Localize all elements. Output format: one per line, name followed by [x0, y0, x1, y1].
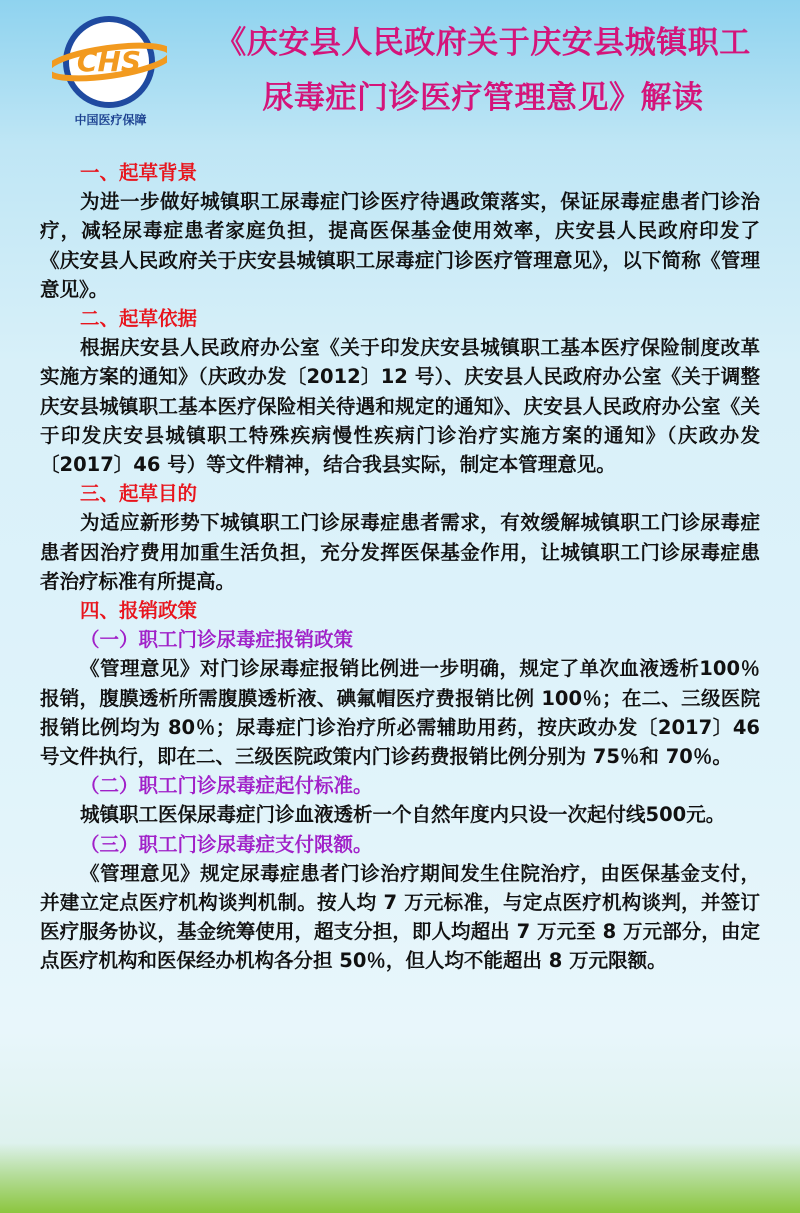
- paragraph-basis: 根据庆安县人民政府办公室《关于印发庆安县城镇职工基本医疗保险制度改革实施方案的通知》（庆政办发〔2012〕12 号）、庆安县人民政府办公室《关于调整庆安县城镇职工基本医疗保险相关待遇和规定的通知》、庆安县人民政府办公室《关于印发庆安县城镇职工特殊疾病慢性疾病门诊治疗实施方案的通知》（庆政办发〔2017〕46 号）等文件精神，结合我县实际，制定本管理意见。: [40, 336, 760, 477]
- paragraph-payment-limit: 《管理意见》规定尿毒症患者门诊治疗期间发生住院治疗，由医保基金支付，并建立定点医疗机构谈判机制。按人均 7 万元标准，与定点医疗机构谈判，并签订医疗服务协议，基金统筹使用，超支分担，即人均超出 7 万元至 8 万元部分，由定点医疗机构和医保经办机构各分担 50％，但人均不能超出 8 万元限额。: [40, 861, 760, 973]
- paragraph-purpose: 为适应新形势下城镇职工门诊尿毒症患者需求，有效缓解城镇职工门诊尿毒症患者因治疗费用加重生活负担，充分发挥医保基金作用，让城镇职工门诊尿毒症患者治疗标准有所提高。: [40, 511, 760, 593]
- chs-logo: [52, 8, 167, 128]
- grass-background: [0, 1143, 800, 1213]
- logo-caption: 中国医疗保障: [74, 113, 147, 127]
- section-heading-policy: 四、报销政策: [80, 599, 198, 623]
- title-line-1: 《庆安县人民政府关于庆安县城镇职工: [215, 25, 751, 61]
- document-body: [40, 158, 760, 976]
- subheading-deductible: （二）职工门诊尿毒症起付标准。: [80, 774, 373, 798]
- page-title: [178, 16, 788, 126]
- section-heading-background: 一、起草背景: [80, 161, 198, 184]
- section-heading-purpose: 三、起草目的: [80, 482, 198, 506]
- title-line-2: 尿毒症门诊医疗管理意见》解读: [262, 80, 704, 116]
- paragraph-background: 为进一步做好城镇职工尿毒症门诊医疗待遇政策落实，保证尿毒症患者门诊治疗，减轻尿毒症患者家庭负担，提高医保基金使用效率，庆安县人民政府印发了《庆安县人民政府关于庆安县城镇职工尿毒症门诊医疗管理意见》，以下简称《管理意见》。: [40, 190, 760, 301]
- section-heading-basis: 二、起草依据: [80, 307, 198, 331]
- paragraph-reimbursement: 《管理意见》对门诊尿毒症报销比例进一步明确，规定了单次血液透析100％报销，腹膜透析所需腹膜透析液、碘氟帽医疗费报销比例 100％；在二、三级医院报销比例均为 80％；尿毒症门诊治疗所必需辅助用药，按庆政办发〔2017〕46 号文件执行，即在二、三级医院政策内门诊药费报销比例分别为 75％和 70％。: [40, 657, 760, 769]
- paragraph-deductible: 城镇职工医保尿毒症门诊血液透析一个自然年度内只设一次起付线500元。: [80, 803, 726, 827]
- subheading-reimbursement: （一）职工门诊尿毒症报销政策: [80, 628, 354, 652]
- subheading-payment-limit: （三）职工门诊尿毒症支付限额。: [80, 832, 373, 856]
- logo-text: CHS: [76, 45, 142, 78]
